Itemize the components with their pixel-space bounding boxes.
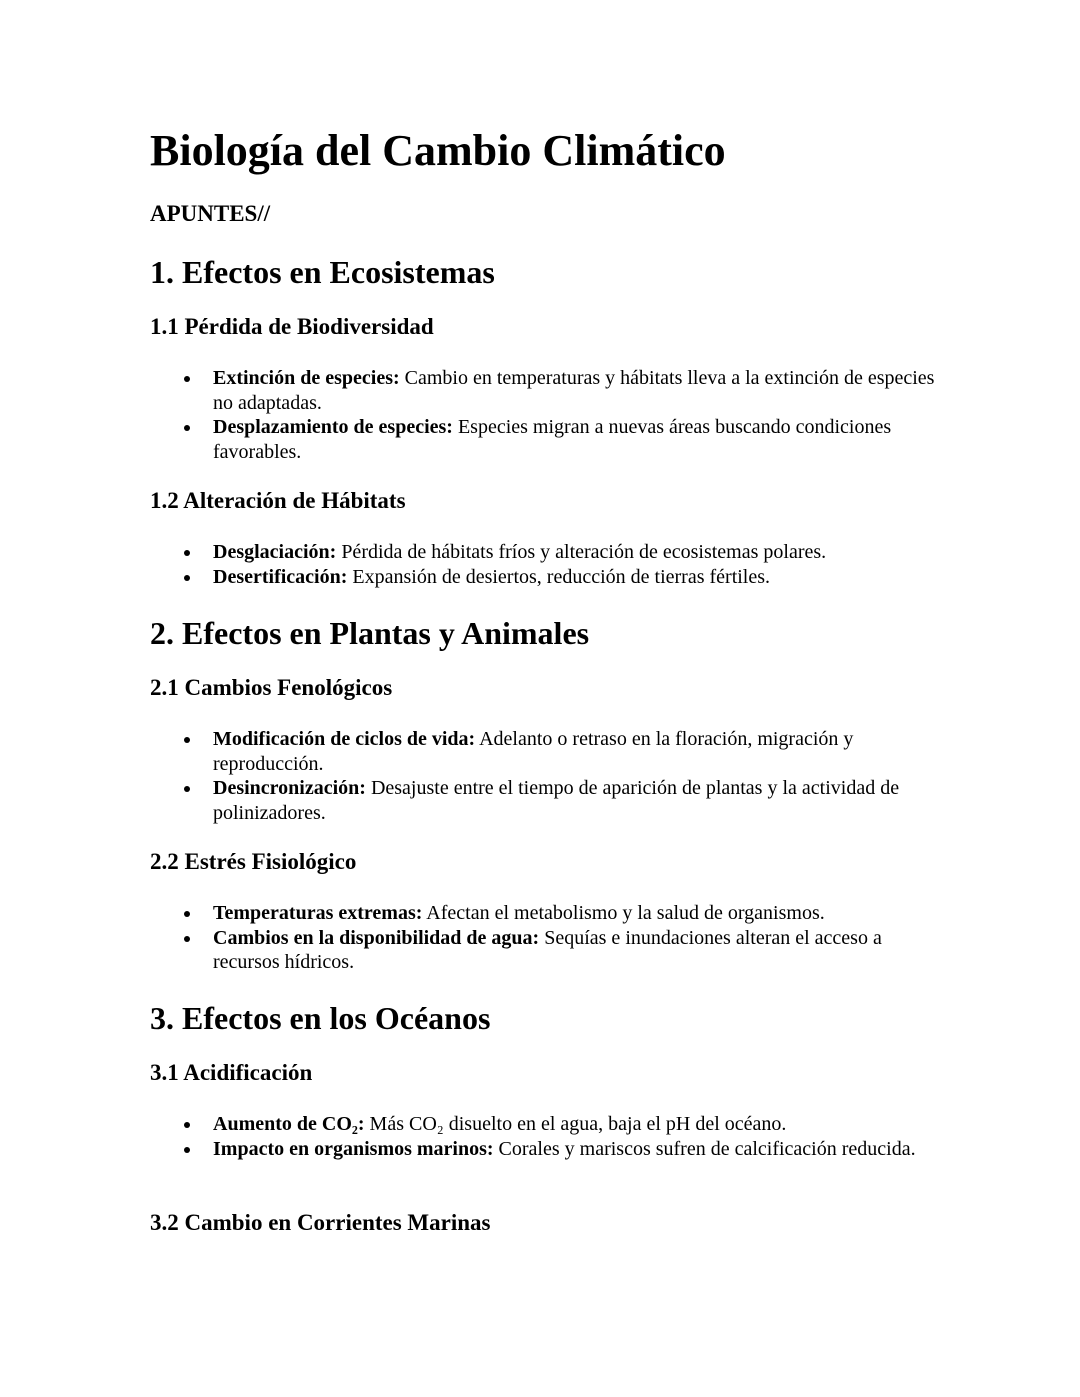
subsection-heading-1-1: 1.1 Pérdida de Biodiversidad — [150, 314, 434, 339]
document-title: Biología del Cambio Climático — [150, 126, 726, 175]
list-item-text: Expansión de desiertos, reducción de tierras fértiles. — [347, 565, 771, 588]
list-item — [150, 540, 940, 565]
subsection-heading-2-1: 2.1 Cambios Fenológicos — [150, 675, 393, 700]
list-item-text: Especies migran a nuevas áreas buscando condiciones favorables. — [213, 416, 892, 463]
subsection-heading-3-1: 3.1 Acidificación — [150, 1060, 313, 1085]
list-item-term: Temperaturas extremas: — [213, 902, 423, 924]
list-item — [150, 926, 940, 975]
document-subtitle: APUNTES// — [150, 201, 271, 226]
section-heading-2: 2. Efectos en Plantas y Animales — [150, 615, 590, 651]
list-item — [150, 415, 940, 464]
list-item — [150, 1137, 940, 1162]
list-item-term: Desplazamiento de especies: — [213, 416, 453, 438]
list-item-term: Cambios en la disponibilidad de agua: — [213, 926, 540, 949]
section-heading-3: 3. Efectos en los Océanos — [150, 1000, 491, 1036]
list-item — [150, 901, 940, 926]
list-item-text: Más CO₂ disuelto en el agua, baja el pH del océano. — [364, 1113, 787, 1135]
list-item-term: Modificación de ciclos de vida: — [213, 728, 476, 750]
subsection-heading-1-2: 1.2 Alteración de Hábitats — [150, 488, 406, 513]
list-item-text: Cambio en temperaturas y hábitats lleva a la extinción de especies no adaptadas. — [213, 367, 935, 414]
list-item-term: Desertificación: — [213, 565, 348, 588]
bullet-list-1-2 — [150, 540, 940, 589]
bullet-list-3-1 — [150, 1112, 940, 1161]
bullet-list-1-1 — [150, 366, 940, 464]
list-item-text: Pérdida de hábitats fríos y alteración de ecosistemas polares. — [336, 541, 827, 563]
list-item-text: Sequías e inundaciones alteran el acceso a recursos hídricos. — [213, 926, 882, 973]
list-item-term: Aumento de CO₂: — [213, 1113, 365, 1135]
subsection-heading-3-2: 3.2 Cambio en Corrientes Marinas — [150, 1210, 491, 1235]
section-heading-1: 1. Efectos en Ecosistemas — [150, 254, 495, 290]
subsection-heading-2-2: 2.2 Estrés Fisiológico — [150, 849, 357, 874]
list-item-text: Afectan el metabolismo y la salud de organismos. — [422, 902, 825, 924]
list-item-text: Desajuste entre el tiempo de aparición de plantas y la actividad de polinizadores. — [213, 777, 900, 824]
list-item-term: Impacto en organismos marinos: — [213, 1137, 494, 1160]
list-item — [150, 776, 940, 825]
list-item-term: Desincronización: — [213, 777, 366, 799]
list-item-text: Corales y mariscos sufren de calcificación reducida. — [493, 1137, 916, 1160]
list-item — [150, 366, 940, 415]
list-item — [150, 565, 940, 590]
bullet-list-2-1 — [150, 727, 940, 825]
list-item-term: Desglaciación: — [213, 541, 337, 563]
list-item — [150, 727, 940, 776]
list-item-text: Adelanto o retraso en la floración, migración y reproducción. — [213, 728, 854, 775]
list-item — [150, 1112, 940, 1137]
list-item-term: Extinción de especies: — [213, 367, 400, 389]
bullet-list-2-2 — [150, 901, 940, 975]
